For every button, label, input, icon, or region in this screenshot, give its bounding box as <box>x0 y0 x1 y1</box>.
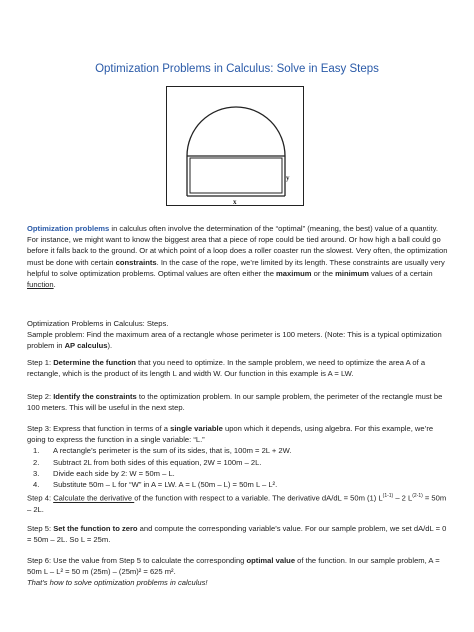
steps-heading: Optimization Problems in Calculus: Steps. <box>27 319 169 328</box>
page-title: Optimization Problems in Calculus: Solve in Easy Steps <box>95 63 379 75</box>
label-x: x <box>233 198 237 206</box>
step-6: Step 6: Use the value from Step 5 to calculate the corresponding optimal value of the function. In our sample problem, A = 50m L – L² = 50 m (25m) – (25m)² = 625 m². That’s how to solve optimization problems in calculus! <box>27 555 449 589</box>
step-2: Step 2: Identify the constraints to the optimization problem. In our sample problem, the perimeter of the rectangle must be 100 meters. This will be useful in the next step. <box>27 392 443 413</box>
step-3: Step 3: Express that function in terms of a single variable upon which it depends, using algebra. For this example, we’re going to express the function in a single variable: “L.” 1. A rectangle’s perimeter is the sum of its sides, that is, 100m = 2L + 2W. 2. Subtract 2L from both sides of this equation, 2W = 100m – 2L. 3. Divide each side by 2: W = 50m – L. 4. Substitute 50m – L for “W” in A = LW. A = L (50m – L) = 50m L – L². <box>27 423 449 490</box>
step-1-title: Determine the function <box>53 358 136 367</box>
step-1: Step 1: Determine the function that you need to optimize. In the sample problem, we need to optimize the area A of a rectangle, which is the product of its length L and width W. Our function in this example is A = LW. <box>27 358 426 379</box>
list-item: 1. A rectangle’s perimeter is the sum of its sides, that is, 100m = 2L + 2W. <box>33 446 292 456</box>
function-link[interactable]: function <box>27 280 54 290</box>
derivative-link[interactable]: Calculate the derivative <box>53 493 135 503</box>
sample-problem: Sample problem: Find the maximum area of a rectangle whose perimeter is 100 meters. (Note: This is a typical optimization problem in AP calculus). <box>27 330 442 351</box>
list-item: 4. Substitute 50m – L for “W” in A = LW. A = L (50m – L) = 50m L – L². <box>33 480 278 490</box>
intro-constraints: constraints <box>115 257 157 267</box>
step-4: Step 4: Calculate the derivative of the function with respect to a variable. The derivative dA/dL = 50m (1) $L^{(1-1)} - 2$ $L^{(2-1)} = 50m - 2L$. <box>27 493 447 514</box>
intro-minimum: minimum <box>335 268 369 278</box>
step-2-title: Identify the constraints <box>53 392 137 401</box>
closing-line: That’s how to solve optimization problems in calculus! <box>27 578 208 588</box>
step-6-title: optimal value <box>246 556 296 565</box>
list-item: 2. Subtract 2L from both sides of this equation, 2W = 100m – 2L. <box>33 457 262 467</box>
step-3-list <box>27 445 449 490</box>
intro-maximum: maximum <box>276 268 312 278</box>
intro-term: Optimization problems <box>27 224 110 233</box>
step-3-title: single variable <box>170 424 223 433</box>
step-5: Step 5: Set the function to zero and compute the corresponding variable’s value. For our sample problem, we set dA/dL = 0 = 50m – 2L. So L = 25m. <box>27 524 447 545</box>
intro-paragraph: Optimization problems in calculus often involve the determination of the “optimal” (meaning, the best) value of a quantity. For instance, we might want to know the biggest area that a piece of rope could be tied around. Or how high a ball could go before it falls back to the ground. Or at which point of a loop does a roller coaster run the slowest. Very often, the optimization must be done with certain constraints. In the case of the rope, we’re limited by its length. These constraints are usually very helpful to solve optimization problems. Optimal values are often either the maximum or the minimum values of a certain function. <box>27 224 448 290</box>
label-y: y <box>286 174 290 182</box>
list-item: 3. Divide each side by 2: W = 50m – L. <box>33 468 175 478</box>
step-5-title: Set the function to zero <box>53 524 138 533</box>
ap-calculus: AP calculus <box>64 341 108 351</box>
rectangle-semicircle-figure <box>166 86 304 206</box>
